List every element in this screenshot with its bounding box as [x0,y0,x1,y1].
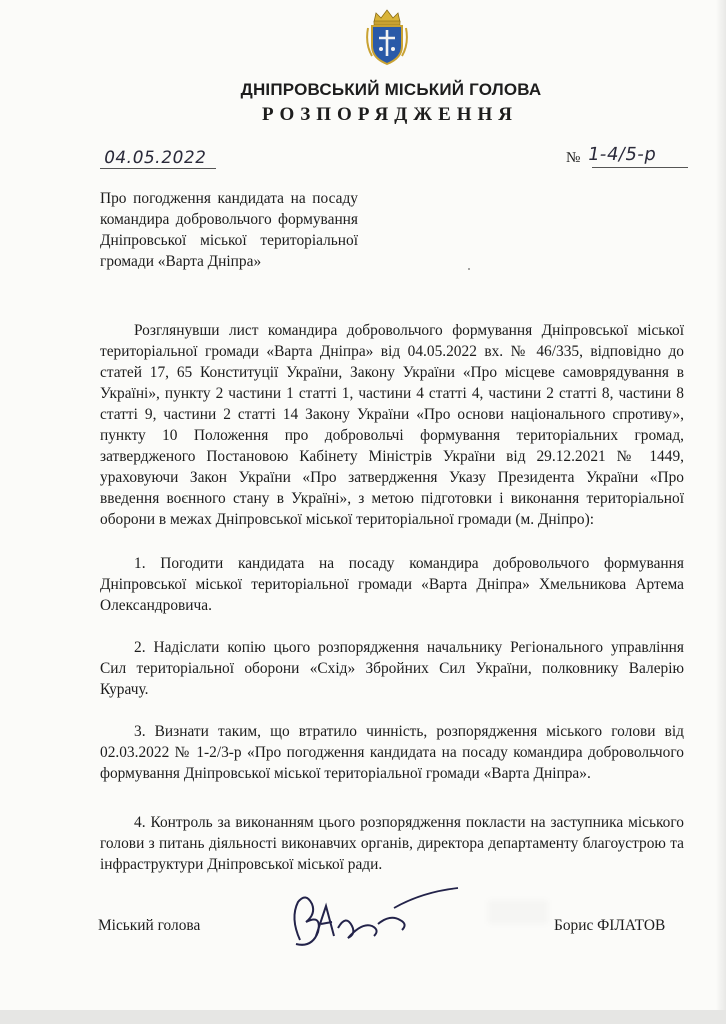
order-item-2: 2. Надіслати копію цього розпорядження начальнику Регіонального управління Сил територіальної оборони «Схід» Збройних Сил України, полковнику Валерію Курачу. [100,639,684,698]
page-edge-shadow [716,0,726,1024]
preamble-paragraph: Розглянувши лист командира добровольчого формування Дніпровської міської територіальної громади «Варта Дніпра» від 04.05.2022 вх. № 46/335, відповідно до статей 17, 65 Конституції України, Закону України «Про місцеве самоврядування в Україні», пункту 2 частини 1 статті 1, частини 4 статті 4, частини 2 статті 8, частини 8 статті 9, частини 2 статті 14 Закону України «Про основи національного спротиву», пункту 10 Положення про добровольчі формування територіальних громад, затвердженого Постановою Кабінету Міністрів України від 29.12.2021 № 1449, ураховуючи Закон України «Про затвердження Указу Президента України «Про введення воєнного стану в Україні», з метою підготовки і виконання територіальної оборони в межах Дніпровської міської територіальної громади (м. Дніпро): [100,322,684,528]
faded-stamp-trace [488,900,548,924]
document-number: 1-4/5-р [586,144,659,165]
number-sign: № [566,150,581,166]
date-underline [100,168,216,169]
order-item-1: 1. Погодити кандидата на посаду командира добровольчого формування Дніпровської міської територіальної громади «Варта Дніпра» Хмельникова Артема Олександровича. [100,555,684,614]
organization-title: ДНІПРОВСЬКИЙ МІСЬКИЙ ГОЛОВА [240,80,542,99]
signer-title: Міський голова [98,917,201,934]
item-3-block [100,721,684,784]
item-4-block [100,812,684,875]
document-date: 04.05.2022 [102,148,209,168]
scan-speck [468,268,470,270]
item-2-block [100,637,684,700]
order-item-4: 4. Контроль за виконанням цього розпорядження покласти на заступника міського голови з питань діяльності виконавчих органів, директора департаменту благоустрою та інфраструктури Дніпровської міської ради. [100,814,684,873]
signer-name: Борис ФІЛАТОВ [554,917,666,934]
order-item-3: 3. Визнати таким, що втратило чинність, розпорядження міського голови від 02.03.2022 № 1-2/3-р «Про погодження кандидата на посаду командира добровольчого формування Дніпровської міської територіальної громади «Варта Дніпра». [100,723,684,782]
number-underline [592,167,688,168]
preamble-block [100,320,684,530]
document-subject: Про погодження кандидата на посаду командира добровольчого формування Дніпровської міської територіальної громади «Варта Дніпра» [100,190,358,270]
dnipro-coat-of-arms-icon [364,8,410,66]
item-1-block [100,553,684,616]
handwritten-signature-icon [282,878,472,958]
document-type-title: РОЗПОРЯДЖЕННЯ [261,104,519,125]
scan-bottom-border [0,1010,726,1024]
